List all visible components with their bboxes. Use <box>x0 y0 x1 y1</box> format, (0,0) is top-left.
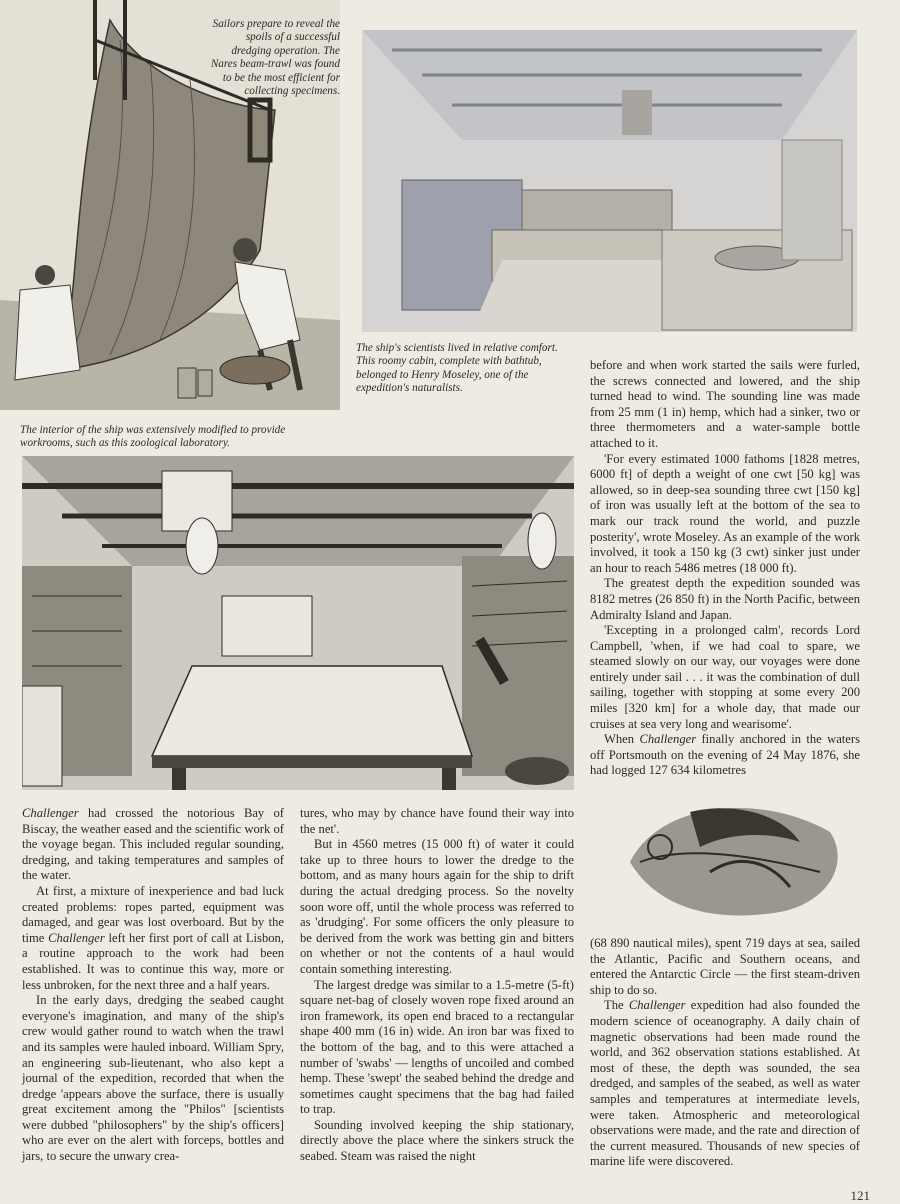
middle-column <box>300 806 574 1165</box>
page-number: 121 <box>850 1188 870 1203</box>
left-column <box>22 806 284 1165</box>
caption-sailors: Sailors prepare to reveal the spoils of a successful dredging operation. The Nares beam-trawl was found to be the most efficient for collecting specimens. <box>210 18 340 98</box>
middle-paragraph-4: Sounding involved keeping the ship stationary, directly above the place where the sinkers struck the seabed. Steam was raised the night <box>300 1117 574 1164</box>
right-paragraph-4: 'Excepting in a prolonged calm', records Lord Campbell, 'when, if we had coal to spare, we steamed slowly on our way, our voyages were done entirely under sail . . . it was the combination of dull sailing, together with stopping at some every 200 miles [320 km] for a whole day, that made our cruises at sea very long and wearisome'. <box>590 623 860 731</box>
right-column-lower <box>590 936 860 1170</box>
sea-creature-vignette <box>620 792 850 922</box>
right-paragraph-7: The Challenger expedition had also founded the modern science of oceanography. A daily chain of magnetic observations had been made round the world, and 362 observation stations established. At most of these, the depth was sounded, the sea dredged, and samples of the seabed, as well as water samples and temperatures at intermediate levels, were taken. Atmospheric and meteorological observations were made, and the rate and direction of the current measured. Thousands of new species of marine life were discovered. <box>590 998 860 1169</box>
left-paragraph-1: Challenger had crossed the notorious Bay of Biscay, the weather eased and the scientific work of the voyage began. This included regular sounding, dredging, and taking temperatures and samples of the water. <box>22 806 284 883</box>
middle-paragraph-3: The largest dredge was similar to a 1.5-metre (5-ft) square net-bag of closely woven rope fixed around an iron framework, its open end braced to a rectangular shape 400 mm (16 in) wide. An iron bar was fixed to the bottom of the bag, and to this were attached a number of 'swabs' — lengths of uncoiled and combed hemp. These 'swept' the seabed behind the dredge and sometimes caught specimens that the bag had failed to trap. <box>300 977 574 1117</box>
right-paragraph-1: before and when work started the sails were furled, the screws connected and lowered, and the ship turned head to wind. The sounding line was made from 25 mm (1 in) hemp, which had a sinker, two or three thermometers and a water-sample bottle attached to it. <box>590 358 860 450</box>
right-paragraph-6: (68 890 nautical miles), spent 719 days at sea, sailed the Atlantic, Pacific and Southern oceans, and entered the Antarctic Circle — the first steam-driven ship to do so. <box>590 936 860 997</box>
caption-cabin: The ship's scientists lived in relative comfort. This roomy cabin, complete with bathtub, belonged to Henry Moseley, one of the expedition's naturalists. <box>356 342 558 395</box>
caption-lab: The interior of the ship was extensively modified to provide workrooms, such as this zoological laboratory. <box>20 424 286 450</box>
cabin-watercolour <box>362 30 857 332</box>
right-paragraph-3: The greatest depth the expedition sounded was 8182 metres (26 850 ft) in the North Pacific, between Admiralty Island and Japan. <box>590 576 860 622</box>
laboratory-engraving <box>22 456 574 790</box>
left-paragraph-3: In the early days, dredging the seabed caught everyone's imagination, and many of the ship's crew would gather round to watch when the trawl and its samples were hauled inboard. William Spry, an engineering sub-lieutenant, who also kept a journal of the expedition, recorded that when the dredge 'appears above the surface, there is usually great excitement among the "Philos" [scientists were dubbed "philosophers" by the ship's officers] who are ever on the alert with forceps, bottles and jars, to secure the unwary crea- <box>22 993 284 1164</box>
right-column-upper <box>590 358 860 779</box>
middle-paragraph-1: tures, who may by chance have found their way into the net'. <box>300 806 574 836</box>
left-paragraph-2: At first, a mixture of inexperience and bad luck created problems: ropes parted, equipment was damaged, and gear was lost overboard. But by the time Challenger left her first port of call at Lisbon, a routine approach to the work had been established. It was to continue this way, more or less unbroken, for the next three and a half years. <box>22 883 284 992</box>
right-paragraph-5: When Challenger finally anchored in the waters off Portsmouth on the evening of 24 May 1876, she had logged 127 634 kilometres <box>590 732 860 778</box>
middle-paragraph-2: But in 4560 metres (15 000 ft) of water it could take up to three hours to lower the dredge to the bottom, and as many hours again for the ship to drift during the actual dredging process. So the novelty soon wore off, until the whole process was referred to as 'drudging'. For some officers the only pleasure to be derived from the work was betting gin and bitters on whether or not the contents of a haul would contain something interesting. <box>300 837 574 976</box>
right-paragraph-2: 'For every estimated 1000 fathoms [1828 metres, 6000 ft] of depth a weight of one cwt [50 kg] was allowed, so in deep-sea sounding three cwt [150 kg] of iron was usually left at the bottom of the sea to mark our track round the world, and puzzle posterity', wrote Moseley. As an example of the work involved, it took a 150 kg (3 cwt) sinker just under an hour to reach 5486 metres (18 000 ft). <box>590 451 860 575</box>
